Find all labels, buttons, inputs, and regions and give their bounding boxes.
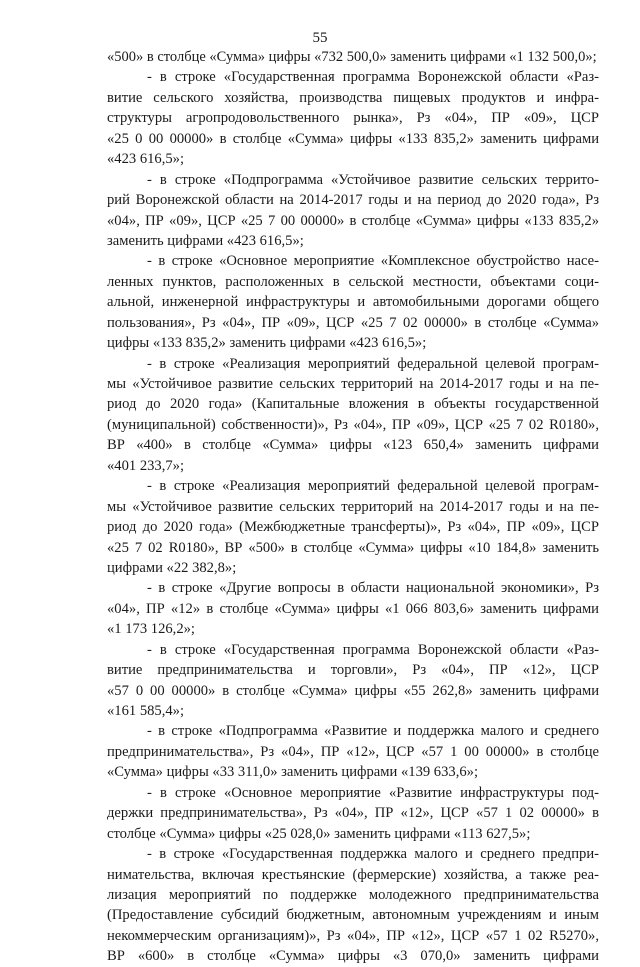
text-line: «Сумма» цифры «33 311,0» заменить цифрами «139 633,6»; bbox=[107, 764, 478, 781]
paragraph-first-line: - в строке «Государственная программа Воронежской области «Раз- bbox=[147, 69, 599, 86]
text-line: некоммерческим организациям)», Рз «04», ПР «12», ЦСР «57 1 02 R5270», bbox=[107, 927, 599, 944]
text-line: альной, инженерной инфраструктуры и автомобильными дорогами общего bbox=[107, 294, 599, 311]
text-line: столбце «Сумма» цифры «25 028,0» заменить цифрами «113 627,5»; bbox=[107, 825, 531, 842]
text-line: «500» в столбце «Сумма» цифры «732 500,0» заменить цифрами «1 132 500,0»; bbox=[107, 49, 597, 65]
text-line: ВР «600» в столбце «Сумма» цифры «3 070,0» заменить цифрами bbox=[107, 948, 599, 965]
text-line: лизация мероприятий по поддержке молодежного предпринимательства bbox=[107, 886, 599, 903]
text-line: рий Воронежской области на 2014-2017 годы и на период до 2020 года», Рз bbox=[107, 192, 599, 209]
text-line: (Предоставление субсидий бюджетным, автономным учреждениям и иным bbox=[107, 907, 599, 924]
text-line: цифры «133 835,2» заменить цифрами «423 616,5»; bbox=[107, 335, 427, 352]
text-line: ВР «400» в столбце «Сумма» цифры «123 650,4» заменить цифрами bbox=[107, 437, 599, 454]
text-line: (муниципальной) собственности)», Рз «04», ПР «09», ЦСР «25 7 02 R0180», bbox=[107, 416, 599, 433]
text-line: цифрами «22 382,8»; bbox=[107, 559, 237, 576]
paragraph-first-line: - в строке «Основное мероприятие «Комплексное обустройство насе- bbox=[147, 253, 599, 270]
paragraph-first-line: - в строке «Основное мероприятие «Развитие инфраструктуры под- bbox=[147, 784, 599, 801]
paragraph-first-line: - в строке «Другие вопросы в области национальной экономики», Рз bbox=[147, 580, 599, 597]
paragraph-first-line: - в строке «Реализация мероприятий федеральной целевой програм- bbox=[147, 478, 599, 495]
text-line: пользования», Рз «04», ПР «09», ЦСР «25 7 02 00000» в столбце «Сумма» bbox=[107, 314, 599, 331]
paragraph-first-line: - в строке «Подпрограмма «Устойчивое развитие сельских террито- bbox=[147, 171, 599, 188]
text-line: «57 0 00 00000» в столбце «Сумма» цифры «55 262,8» заменить цифрами bbox=[107, 682, 599, 699]
paragraph-first-line: - в строке «Подпрограмма «Развитие и поддержка малого и среднего bbox=[147, 723, 599, 740]
paragraph-first-line: - в строке «Реализация мероприятий федеральной целевой програм- bbox=[147, 355, 599, 372]
paragraph-first-line: - в строке «Государственная поддержка малого и среднего предпри- bbox=[147, 846, 599, 863]
text-line: «401 233,7»; bbox=[107, 457, 185, 474]
page-number: 55 bbox=[312, 30, 328, 46]
text-line: «161 585,4»; bbox=[107, 703, 185, 719]
text-line: нимательства, включая крестьянские (фермерские) хозяйства, а также реа- bbox=[107, 866, 599, 883]
text-line: витие предпринимательства и торговли», Рз «04», ПР «12», ЦСР bbox=[107, 662, 599, 679]
document-body bbox=[107, 47, 599, 967]
text-line: «1 173 126,2»; bbox=[107, 621, 195, 638]
text-line: заменить цифрами «423 616,5»; bbox=[107, 232, 304, 249]
text-line: «25 0 00 00000» в столбце «Сумма» цифры «133 835,2» заменить цифрами bbox=[107, 130, 599, 147]
text-line: риод до 2020 года» (Капитальные вложения в объекты государственной bbox=[107, 396, 599, 413]
text-line: риод до 2020 года» (Межбюджетные трансферты)», Рз «04», ПР «09», ЦСР bbox=[107, 519, 599, 536]
text-line: держки предпринимательства», Рз «04», ПР «12», ЦСР «57 1 02 00000» в bbox=[107, 805, 599, 822]
text-line: ленных пунктов, расположенных в сельской местности, объектами соци- bbox=[107, 273, 599, 290]
text-line: структуры агропродовольственного рынка», Рз «04», ПР «09», ЦСР bbox=[107, 110, 599, 127]
text-line: «04», ПР «09», ЦСР «25 7 00 00000» в столбце «Сумма» цифры «133 835,2» bbox=[107, 212, 599, 229]
text-line: «25 7 02 R0180», ВР «500» в столбце «Сумма» цифры «10 184,8» заменить bbox=[107, 539, 599, 556]
text-line: «423 616,5»; bbox=[107, 151, 185, 168]
paragraph-first-line: - в строке «Государственная программа Воронежской области «Раз- bbox=[147, 641, 599, 658]
text-line: мы «Устойчивое развитие сельских территорий на 2014-2017 годы и на пе- bbox=[107, 498, 599, 515]
text-line: витие сельского хозяйства, производства пищевых продуктов и инфра- bbox=[107, 89, 599, 106]
text-line: «04», ПР «12» в столбце «Сумма» цифры «1 066 803,6» заменить цифрами bbox=[107, 600, 599, 617]
text-line: предпринимательства», Рз «04», ПР «12», ЦСР «57 1 00 00000» в столбце bbox=[107, 743, 599, 760]
text-line: мы «Устойчивое развитие сельских территорий на 2014-2017 годы и на пе- bbox=[107, 376, 599, 392]
